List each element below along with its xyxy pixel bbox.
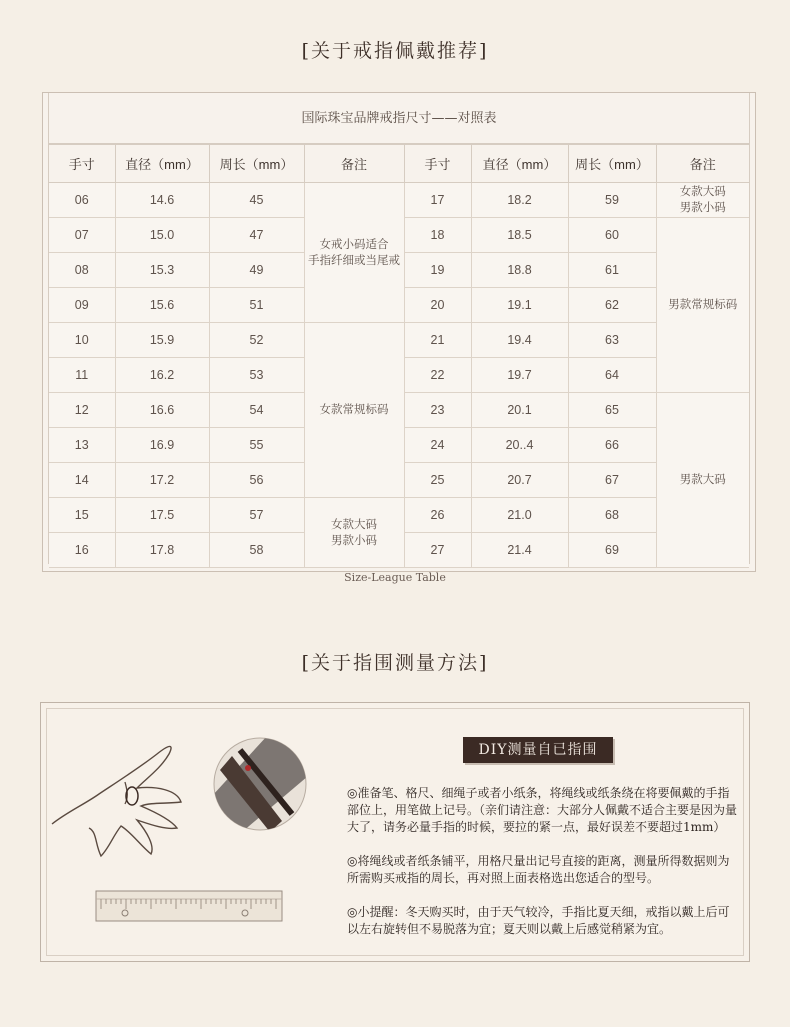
cell-right-note: 女款大码 男款小码 — [656, 183, 749, 218]
cell-left-diameter: 15.0 — [115, 218, 209, 253]
cell-right-circumference: 65 — [568, 393, 656, 428]
header-size: 手寸 — [404, 145, 471, 183]
table-header-row — [49, 145, 749, 183]
cell-left-diameter: 17.8 — [115, 533, 209, 568]
header-note: 备注 — [656, 145, 749, 183]
cell-left-size: 15 — [49, 498, 115, 533]
cell-left-note: 女戒小码适合 手指纤细或当尾戒 — [304, 183, 404, 323]
cell-right-circumference: 61 — [568, 253, 656, 288]
cell-right-note: 男款大码 — [656, 393, 749, 568]
cell-right-circumference: 60 — [568, 218, 656, 253]
table-row — [49, 498, 749, 533]
cell-right-size: 27 — [404, 533, 471, 568]
cell-right-size: 24 — [404, 428, 471, 463]
instruction-step-2: ◎将绳线或者纸条铺平，用格尺量出记号直接的距离，测量所得数据则为所需购买戒指的周长，再对照上面表格选出您适合的型号。 — [347, 854, 730, 885]
cell-right-size: 17 — [404, 183, 471, 218]
cell-right-circumference: 66 — [568, 428, 656, 463]
cell-left-circumference: 47 — [209, 218, 304, 253]
cell-left-diameter: 17.5 — [115, 498, 209, 533]
cell-left-circumference: 51 — [209, 288, 304, 323]
header-size: 手寸 — [49, 145, 115, 183]
cell-left-circumference: 58 — [209, 533, 304, 568]
cell-left-diameter: 17.2 — [115, 463, 209, 498]
cell-right-size: 20 — [404, 288, 471, 323]
table-row — [49, 323, 749, 358]
cell-left-size: 14 — [49, 463, 115, 498]
cell-right-diameter: 18.5 — [471, 218, 568, 253]
cell-right-size: 22 — [404, 358, 471, 393]
header-circumference: 周长（mm） — [209, 145, 304, 183]
cell-right-circumference: 67 — [568, 463, 656, 498]
cell-right-size: 25 — [404, 463, 471, 498]
cell-right-circumference: 63 — [568, 323, 656, 358]
hand-sketch-icon — [47, 724, 207, 874]
cell-left-size: 12 — [49, 393, 115, 428]
cell-right-diameter: 21.4 — [471, 533, 568, 568]
cell-left-circumference: 54 — [209, 393, 304, 428]
finger-measure-closeup-icon — [212, 736, 308, 832]
header-note: 备注 — [304, 145, 404, 183]
instruction-tip: ◎小提醒：冬天购买时，由于天气较冷，手指比夏天细，戒指以戴上后可以左右旋转但不易脱落为宜；夏天则以戴上后感觉稍紧为宜。 — [347, 905, 730, 936]
cell-right-size: 26 — [404, 498, 471, 533]
table-footer: Size-League Table — [344, 571, 446, 584]
measure-panel — [40, 702, 750, 962]
diy-measure-badge: DIY测量自已指围 — [463, 737, 613, 763]
cell-left-diameter: 16.9 — [115, 428, 209, 463]
cell-right-diameter: 18.2 — [471, 183, 568, 218]
header-diameter: 直径（mm） — [115, 145, 209, 183]
ruler-icon — [95, 885, 285, 927]
cell-left-diameter: 15.6 — [115, 288, 209, 323]
cell-left-diameter: 16.6 — [115, 393, 209, 428]
section-title-recommend: [关于戒指佩戴推荐] — [301, 40, 489, 62]
cell-left-circumference: 49 — [209, 253, 304, 288]
header-circumference: 周长（mm） — [568, 145, 656, 183]
cell-left-diameter: 15.3 — [115, 253, 209, 288]
instruction-step-1: ◎准备笔、格尺、细绳子或者小纸条，将绳线或纸条绕在将要佩戴的手指部位上，用笔做上记号。（亲们请注意：大部分人佩戴不适合主要是因为量大了，请务必量手指的时候，要拉的紧一点，最好误差不要超过1mm） — [347, 786, 738, 834]
cell-right-circumference: 64 — [568, 358, 656, 393]
cell-right-note: 男款常规标码 — [656, 218, 749, 393]
cell-right-circumference: 69 — [568, 533, 656, 568]
cell-right-diameter: 20.7 — [471, 463, 568, 498]
size-table — [49, 144, 749, 568]
cell-left-size: 10 — [49, 323, 115, 358]
cell-left-size: 09 — [49, 288, 115, 323]
cell-left-size: 13 — [49, 428, 115, 463]
cell-left-circumference: 53 — [209, 358, 304, 393]
cell-left-note: 女款常规标码 — [304, 323, 404, 498]
cell-right-size: 19 — [404, 253, 471, 288]
cell-right-diameter: 19.1 — [471, 288, 568, 323]
table-row — [49, 183, 749, 218]
cell-right-diameter: 19.4 — [471, 323, 568, 358]
cell-right-size: 18 — [404, 218, 471, 253]
cell-right-circumference: 62 — [568, 288, 656, 323]
cell-right-diameter: 20..4 — [471, 428, 568, 463]
cell-left-size: 07 — [49, 218, 115, 253]
cell-left-size: 08 — [49, 253, 115, 288]
cell-left-circumference: 45 — [209, 183, 304, 218]
cell-right-circumference: 68 — [568, 498, 656, 533]
cell-right-diameter: 20.1 — [471, 393, 568, 428]
cell-left-diameter: 14.6 — [115, 183, 209, 218]
cell-right-size: 21 — [404, 323, 471, 358]
section-title-measure: [关于指围测量方法] — [301, 652, 489, 674]
size-table-container — [48, 93, 750, 564]
header-diameter: 直径（mm） — [471, 145, 568, 183]
cell-left-circumference: 55 — [209, 428, 304, 463]
cell-right-diameter: 21.0 — [471, 498, 568, 533]
cell-right-size: 23 — [404, 393, 471, 428]
cell-left-size: 06 — [49, 183, 115, 218]
cell-left-circumference: 52 — [209, 323, 304, 358]
cell-left-diameter: 16.2 — [115, 358, 209, 393]
cell-right-diameter: 18.8 — [471, 253, 568, 288]
cell-left-note: 女款大码 男款小码 — [304, 498, 404, 568]
cell-left-circumference: 56 — [209, 463, 304, 498]
measure-panel-inner — [46, 708, 744, 956]
cell-right-diameter: 19.7 — [471, 358, 568, 393]
cell-right-circumference: 59 — [568, 183, 656, 218]
cell-left-diameter: 15.9 — [115, 323, 209, 358]
cell-left-circumference: 57 — [209, 498, 304, 533]
size-table-frame — [42, 92, 756, 572]
table-caption: 国际珠宝品牌戒指尺寸——对照表 — [49, 93, 749, 144]
cell-left-size: 11 — [49, 358, 115, 393]
cell-left-size: 16 — [49, 533, 115, 568]
